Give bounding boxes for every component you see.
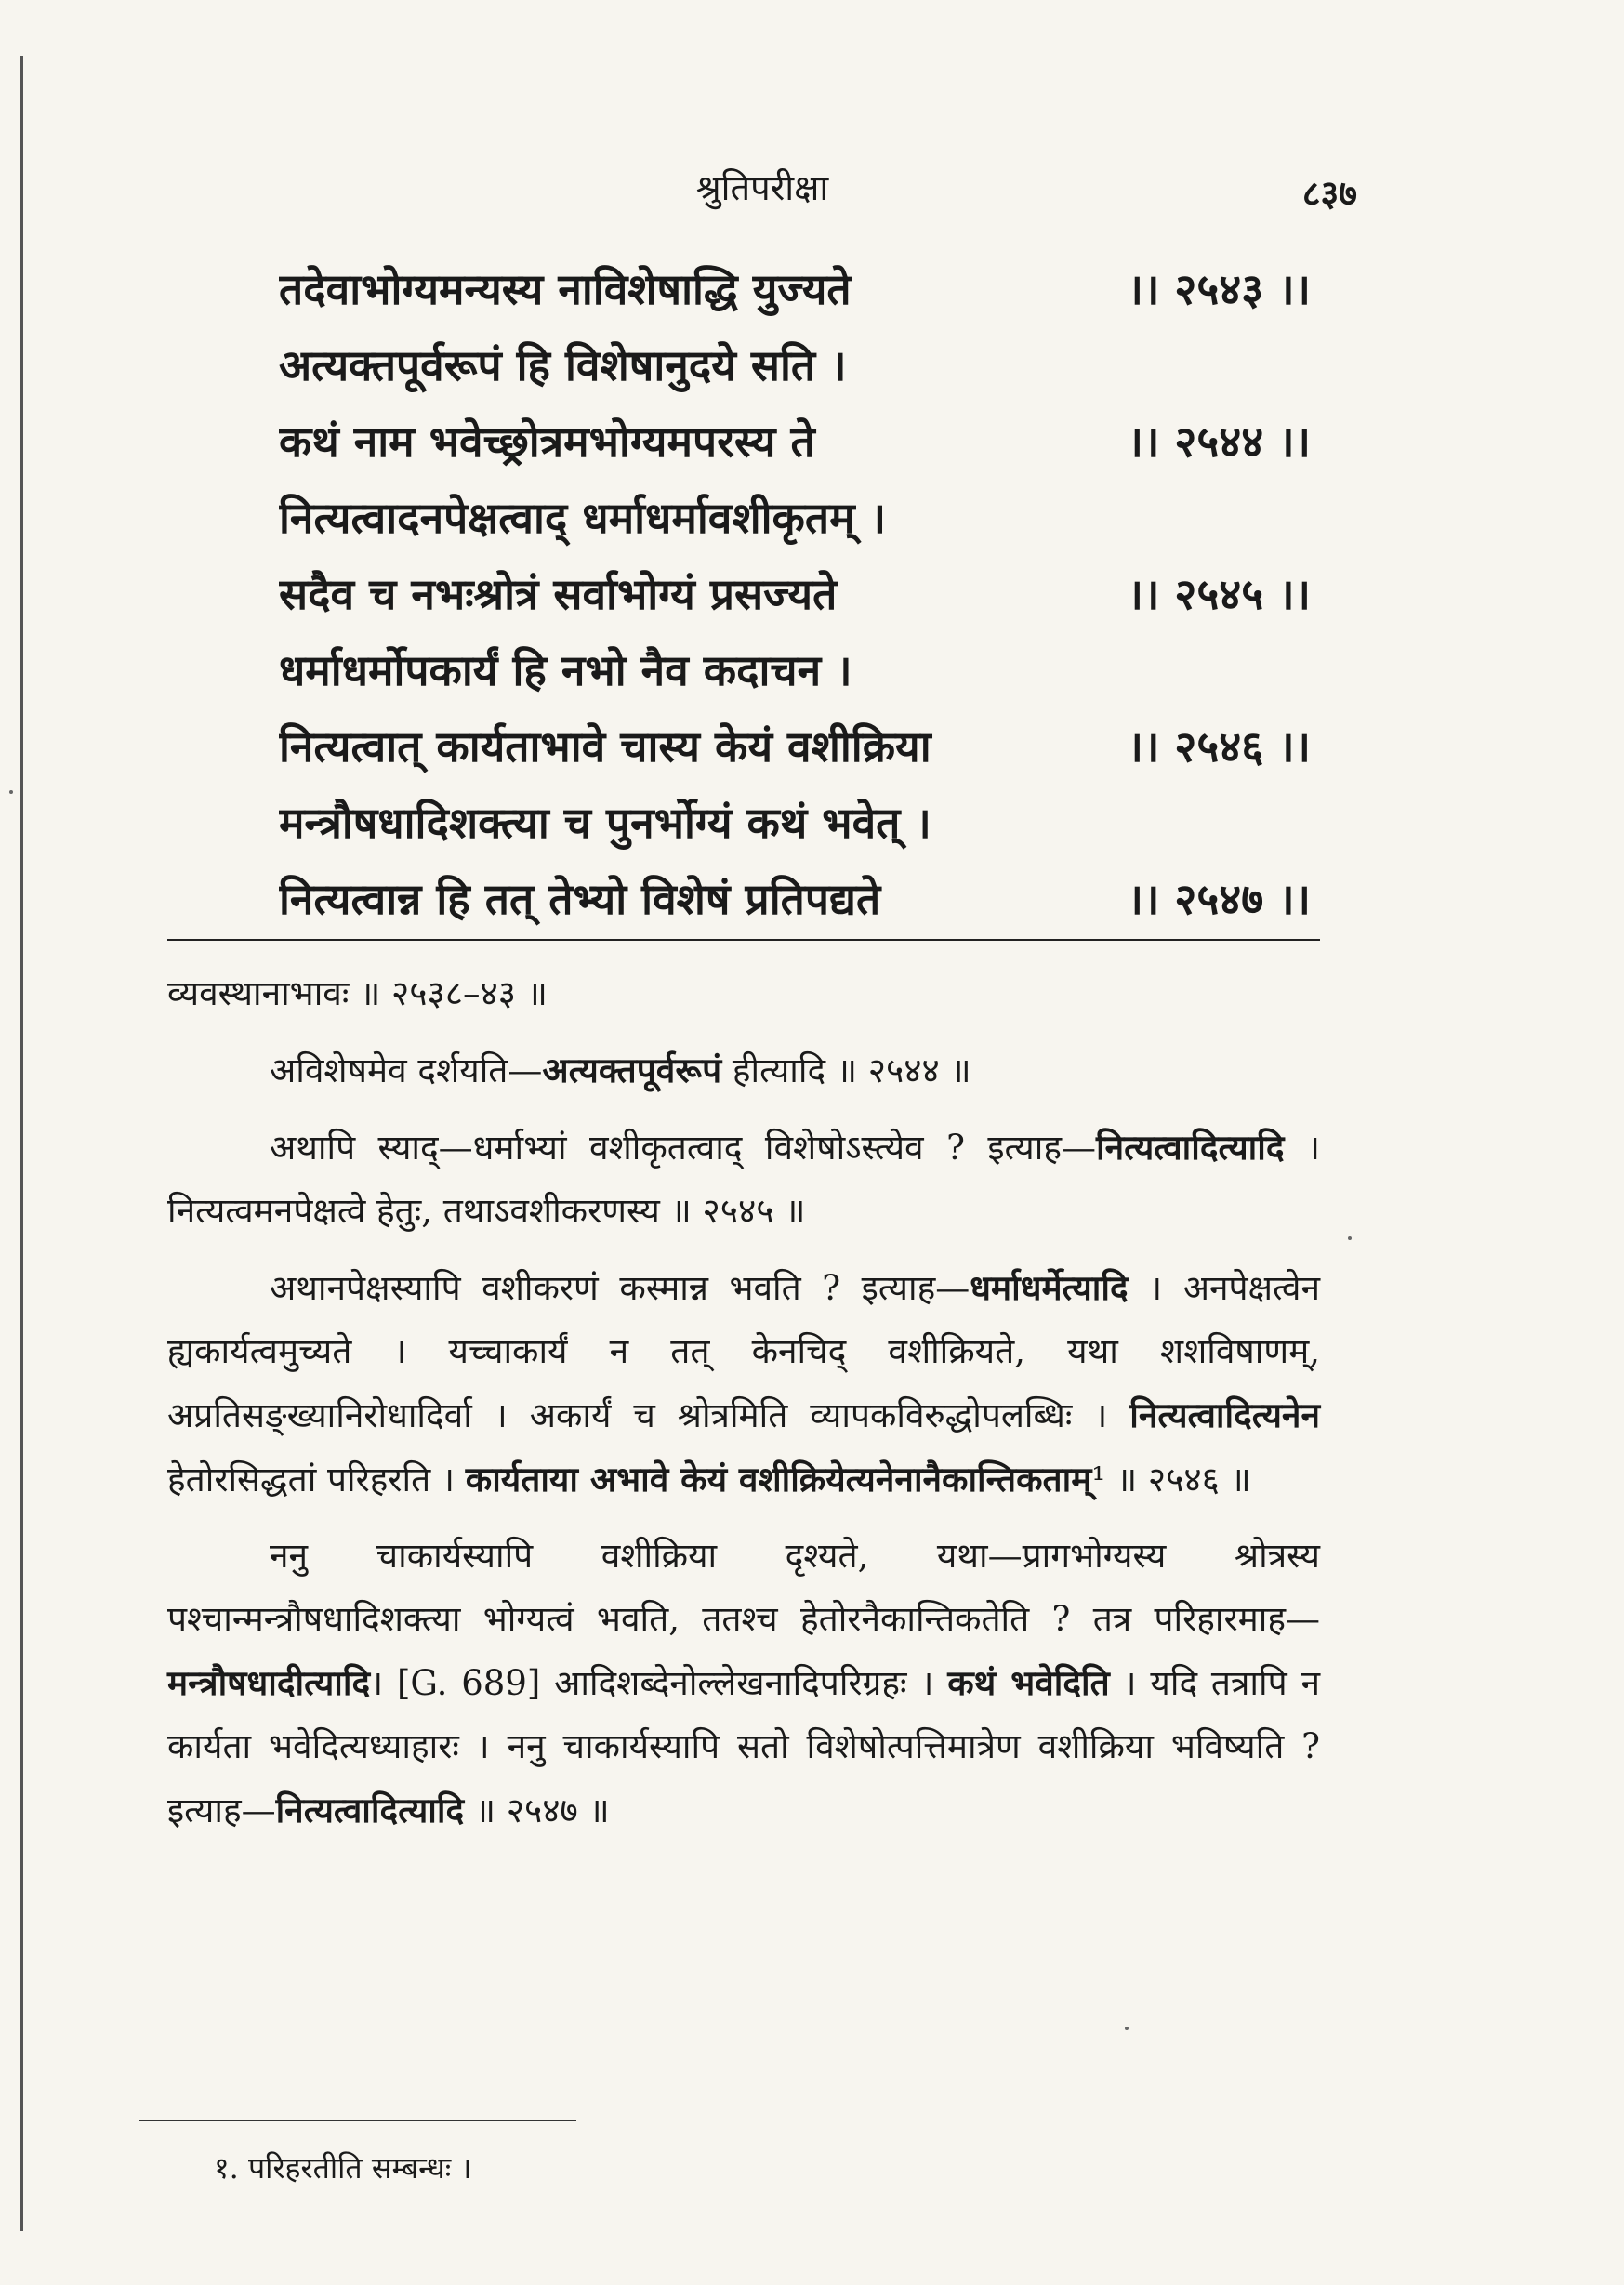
commentary-text: हीत्यादि ॥ २५४४ ॥	[721, 1050, 971, 1090]
pratika-text: मन्त्रौषधादीत्यादि	[167, 1662, 371, 1703]
verse-number: ।। २५४६ ।।	[1127, 721, 1311, 772]
page-number: ८३७	[1301, 172, 1357, 214]
commentary-block	[167, 962, 1320, 1856]
print-speck	[9, 790, 13, 794]
divider-rule	[167, 939, 1320, 941]
verse-line	[279, 327, 1311, 403]
footnote: १. परिहरतीति सम्बन्धः ।	[214, 2150, 472, 2186]
verse-number: ।। २५४३ ।।	[1127, 264, 1311, 314]
commentary-text: अथानपेक्षस्यापि वशीकरणं कस्मान्न भवति ? इत्याह—	[270, 1268, 970, 1308]
pratika-text: नित्यत्वादित्यादि	[275, 1790, 465, 1830]
pratika-text: नित्यत्वादित्यादि	[1095, 1127, 1285, 1168]
verse-text: नित्यत्वात् कार्यताभावे चास्य केयं वशीक्रिया	[279, 721, 931, 772]
page-edge-line	[20, 56, 23, 2231]
commentary-text: हेतोरसिद्धतां परिहरति ।	[167, 1459, 466, 1499]
verse-text: अत्यक्तपूर्वरूपं हि विशेषानुदये सति ।	[279, 340, 847, 390]
commentary-paragraph	[167, 1116, 1320, 1243]
verse-text: मन्त्रौषधादिशक्त्या च पुनर्भोग्यं कथं भवेत् ।	[279, 798, 931, 848]
verse-line	[279, 861, 1311, 937]
commentary-text: ॥ २५४७ ॥	[464, 1790, 610, 1830]
verse-line	[279, 556, 1311, 632]
verse-line	[279, 480, 1311, 556]
pratika-text: कथं भवेदिति	[947, 1662, 1110, 1703]
verse-text: धर्माधर्मोपकार्यं हि नभो नैव कदाचन ।	[279, 645, 852, 695]
commentary-text: अविशेषमेव दर्शयति—	[270, 1050, 543, 1090]
verse-block	[279, 251, 1311, 937]
commentary-paragraph	[167, 962, 1320, 1025]
verse-text: नित्यत्वादनपेक्षत्वाद् धर्माधर्मावशीकृतम् ।	[279, 493, 887, 543]
commentary-text: । अनपेक्षत्वेन ह्यकार्यत्वमुच्यते । यच्चाकार्यं न तत् केनचिद् वशीक्रियते, यथा शशविषाणम्, अप्रतिसङ्ख्यानिरोधादिर्वा । अकार्यं च श्रोत्रमिति व्यापकविरुद्धोपलब्धिः ।	[167, 1268, 1320, 1435]
page-header	[167, 163, 1357, 218]
verse-number: ।। २५४७ ।।	[1127, 874, 1311, 924]
commentary-text: । नित्यत्वमनपेक्षत्वे हेतुः, तथाऽवशीकरणस्य ॥ २५४५ ॥	[167, 1128, 1320, 1231]
commentary-paragraph	[167, 1525, 1320, 1843]
verse-number: ।। २५४४ ।।	[1127, 416, 1311, 467]
verse-line	[279, 403, 1311, 480]
verse-line	[279, 708, 1311, 785]
commentary-text: ननु चाकार्यस्यापि वशीक्रिया दृश्यते, यथा—प्रागभोग्यस्य श्रोत्रस्य पश्चान्मन्त्रौषधादिशक्त्या भोग्यत्वं भवति, ततश्च हेतोरनैकान्तिकतेति ? तत्र परिहारमाह—	[167, 1536, 1320, 1639]
footnote-rule	[139, 2120, 576, 2121]
verse-text: सदैव च नभःश्रोत्रं सर्वाभोग्यं प्रसज्यते	[279, 569, 838, 619]
running-title: श्रुतिपरीक्षा	[695, 167, 829, 208]
verse-text: तदेवाभोग्यमन्यस्य नाविशेषाद्धि युज्यते	[279, 264, 852, 314]
commentary-text: । यदि तत्रापि न कार्यता भवेदित्यध्याहारः । ननु चाकार्यस्यापि सतो विशेषोत्पत्तिमात्रेण वशीक्रिया भविष्यति ? इत्याह—	[167, 1663, 1320, 1830]
commentary-text: व्यवस्थानाभावः ॥ २५३८–४३ ॥	[167, 973, 548, 1013]
verse-line	[279, 785, 1311, 861]
pratika-text: अत्यक्तपूर्वरूपं	[542, 1050, 722, 1090]
verse-line	[279, 632, 1311, 708]
commentary-paragraph	[167, 1038, 1320, 1103]
pratika-text: कार्यताया अभावे केयं वशीक्रियेत्यनेनानैकान्तिकताम्	[465, 1459, 1092, 1499]
verse-number: ।। २५४५ ।।	[1127, 569, 1311, 619]
commentary-paragraph	[167, 1256, 1320, 1512]
commentary-text: अथापि स्याद्—धर्माभ्यां वशीकृतत्वाद् विशेषोऽस्त्येव ? इत्याह—	[270, 1128, 1096, 1168]
verse-text: नित्यत्वान्न हि तत् तेभ्यो विशेषं प्रतिपद्यते	[279, 874, 881, 924]
commentary-text: ¹ ॥ २५४६ ॥	[1091, 1459, 1251, 1499]
commentary-text: । [G. 689] आदिशब्देनोल्लेखनादिपरिग्रहः ।	[370, 1663, 948, 1703]
print-speck	[1125, 2027, 1129, 2030]
pratika-text: धर्माधर्मेत्यादि	[970, 1267, 1129, 1308]
verse-text: कथं नाम भवेच्छ्रोत्रमभोग्यमपरस्य ते	[279, 416, 815, 467]
pratika-text: नित्यत्वादित्यनेन	[1129, 1394, 1320, 1435]
print-speck	[1348, 1236, 1352, 1240]
verse-line	[279, 251, 1311, 327]
